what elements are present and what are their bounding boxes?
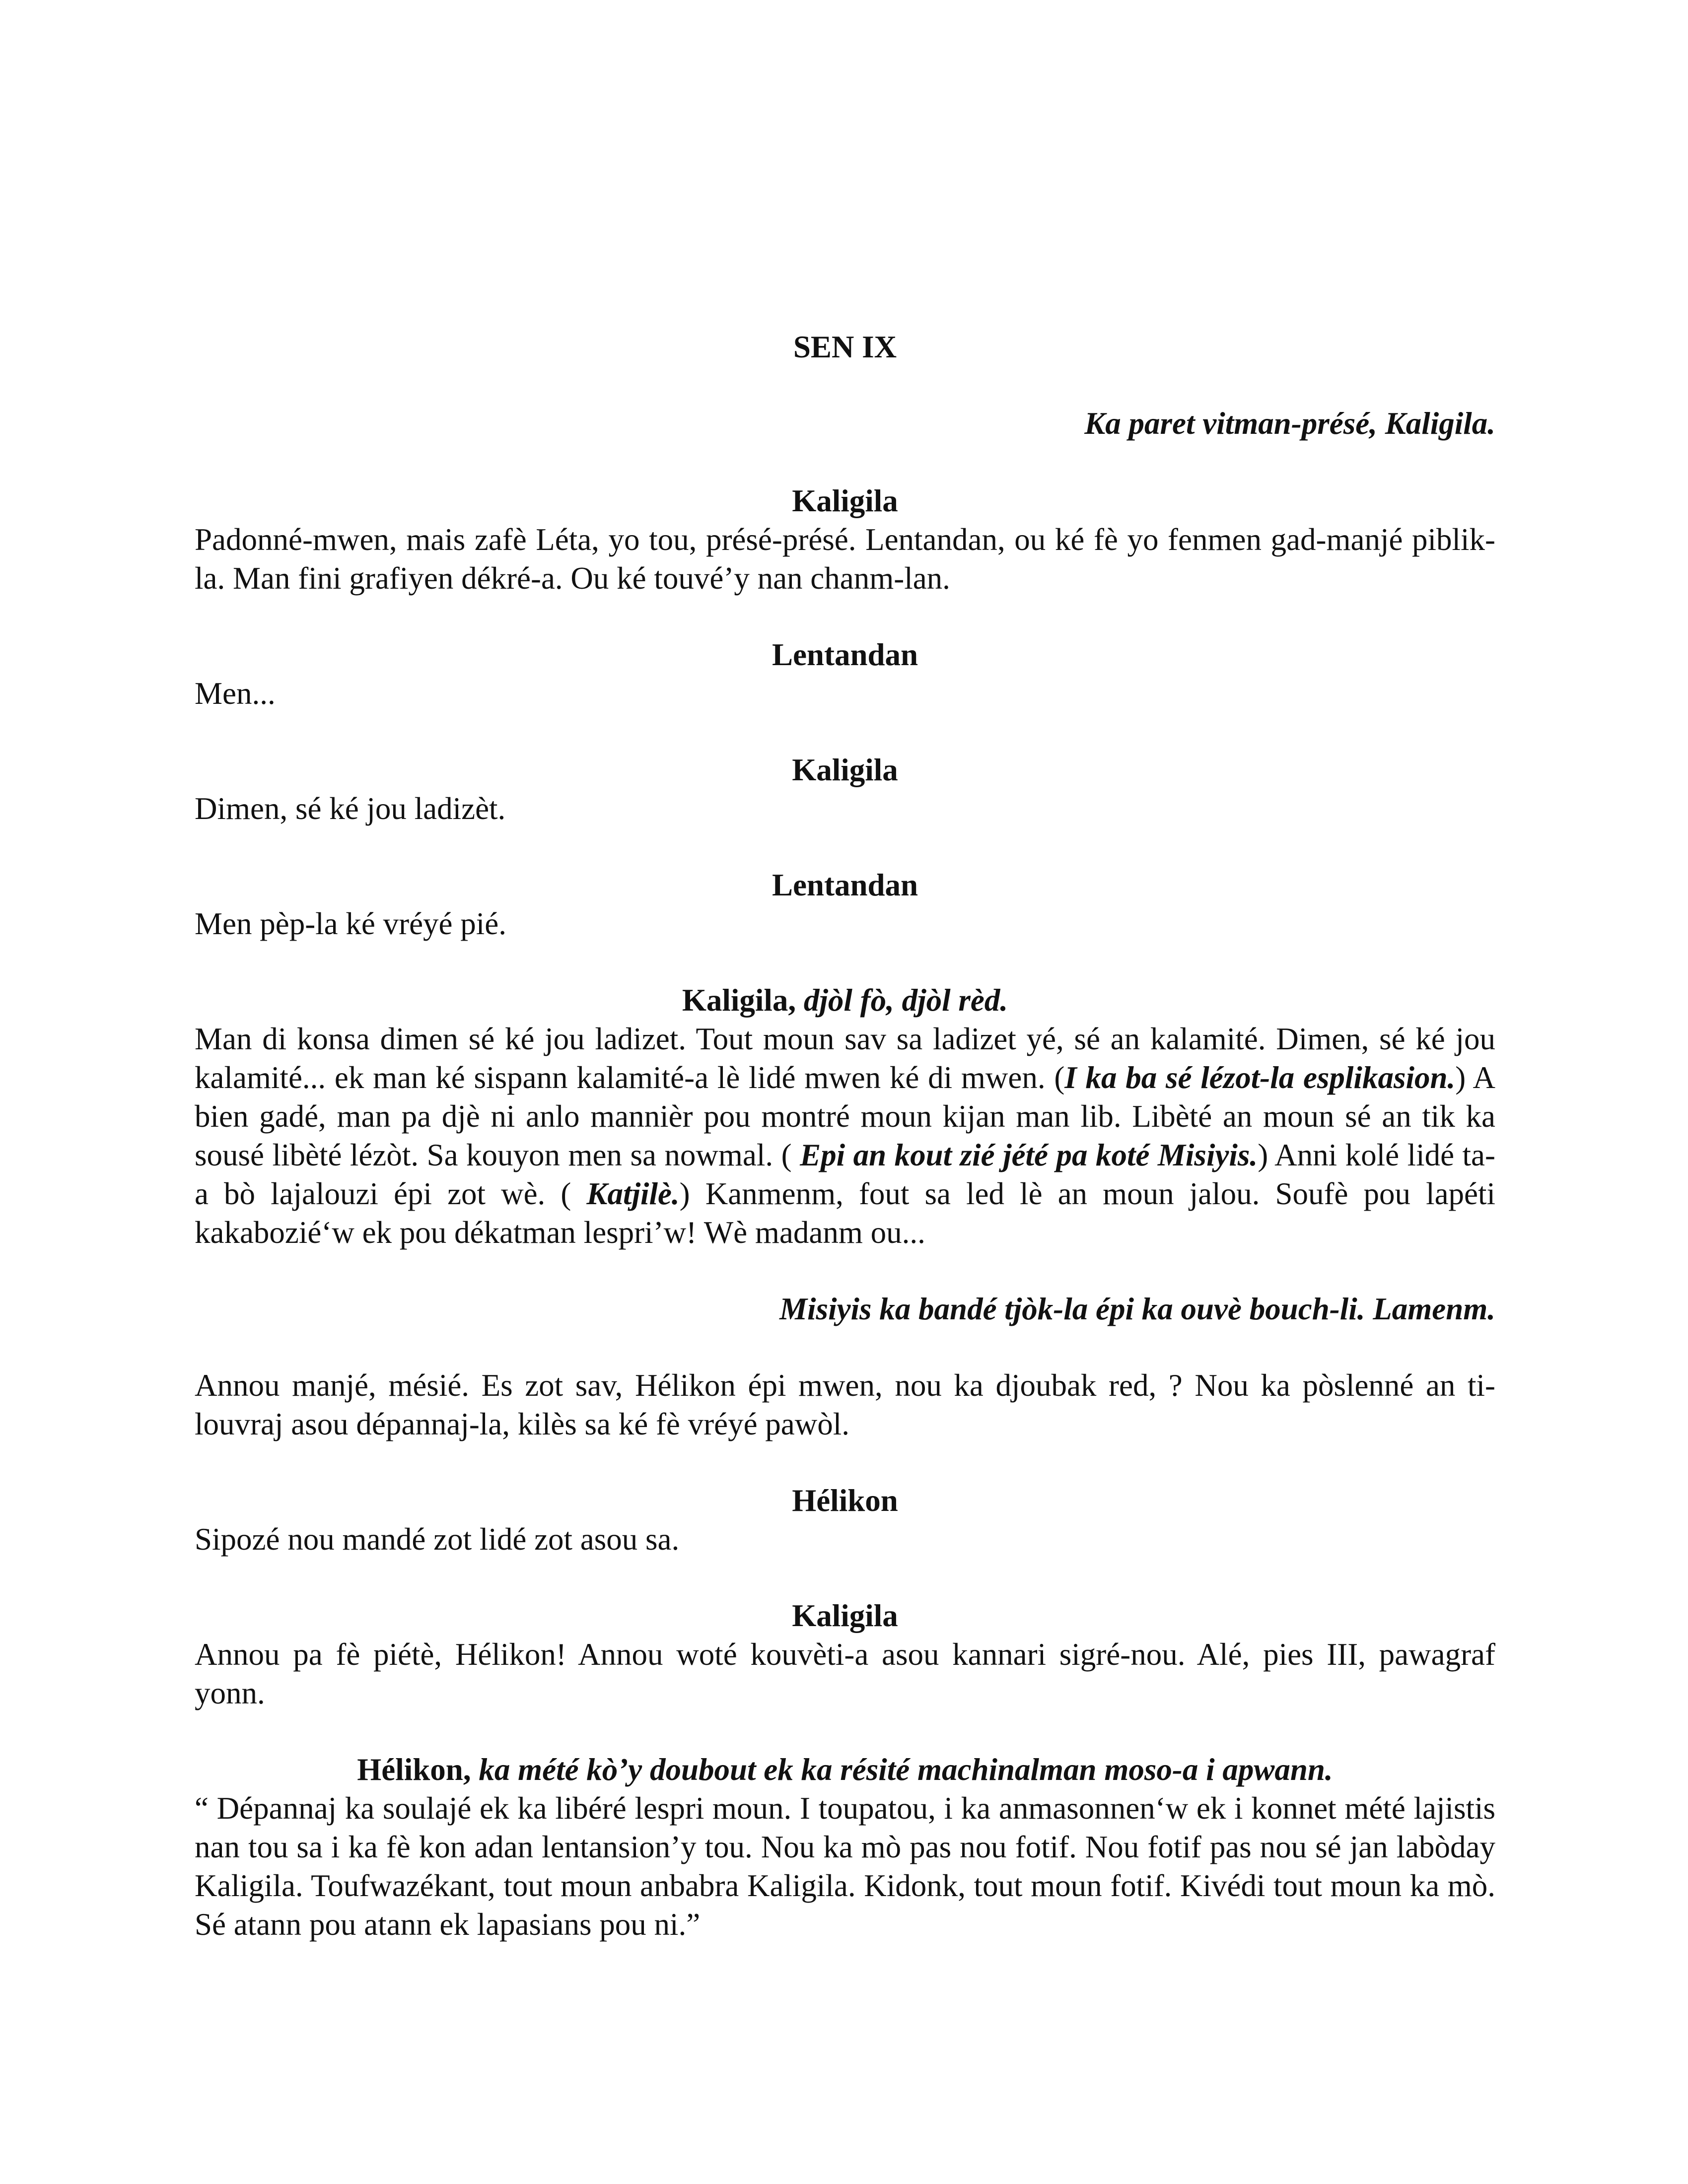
speaker-heading — [195, 1750, 1495, 1789]
dialogue-text: Sipozé nou mandé zot lidé zot asou sa. — [195, 1522, 680, 1557]
speaker-direction: djòl fò, djòl rèd. — [803, 983, 1008, 1018]
speaker-heading — [195, 981, 1495, 1020]
speaker-name: Kaligila — [792, 752, 898, 787]
dialogue-text: Padonné-mwen, mais zafè Léta, yo tou, présé-présé. Lentandan, ou ké fè yo fenmen gad-manjé piblik-la. Man fini grafiyen dékré-a. Ou ké touvé’y nan chanm-lan. — [195, 522, 1495, 596]
speaker-name: Kaligila — [792, 483, 898, 518]
inline-stage-direction: I ka ba sé lézot-la esplikasion. — [1064, 1060, 1456, 1095]
dialogue-segment: ) A bien gadé, man pa djè ni anlo mannièr pou montré moun kijan man lib. Libèté an moun sé an tik ka sousé libèté lézòt. Sa kouyon men sa nowmal. ( — [195, 1060, 1495, 1172]
inline-stage-direction: Katjilè. — [586, 1176, 680, 1211]
speaker-name: Hélikon, — [357, 1752, 471, 1787]
document-page — [195, 328, 1495, 1944]
speaker-name: Lentandan — [772, 637, 918, 672]
speaker-name: Hélikon — [792, 1483, 898, 1518]
dialogue-text: “ Dépannaj ka soulajé ek ka libéré lespri moun. I toupatou, i ka anmasonnen‘w ek i konnet mété lajistis nan tou sa i ka fè kon adan lentansion’y tou. Nou ka mò pas nou fotif. Nou fotif pas nou sé jan labòday Kaligila. Toufwazékant, tout moun anbabra Kaligila. Kidonk, tout moun fotif. Kivédi tout moun ka mò. Sé atann pou atann ek lapasians pou ni.” — [195, 1791, 1495, 1942]
dialogue-text: Annou pa fè piétè, Hélikon! Annou woté kouvèti-a asou kannari sigré-nou. Alé, pies III, pawagraf yonn. — [195, 1637, 1495, 1710]
speaker-direction: ka mété kò’y doubout ek ka résité machinalman moso-a i apwann. — [479, 1752, 1333, 1787]
stage-direction: Misiyis ka bandé tjòk-la épi ka ouvè bouch-li. Lamenm. — [779, 1292, 1495, 1326]
dialogue-segment: ) Kanmenm, fout sa led lè an moun jalou. Soufè pou lapéti kakabozié‘w ek pou dékatman lespri’w! Wè madanm ou... — [195, 1176, 1496, 1250]
scene-stage-direction: Ka paret vitman-présé, Kaligila. — [1084, 406, 1495, 441]
dialogue-segment: Man di konsa dimen sé ké jou ladizet. Tout moun sav sa ladizet yé, sé an kalamité. Dimen, sé ké jou kalamité... ek man ké sispann kalamité-a lè lidé mwen ké di mwen. ( — [195, 1022, 1495, 1095]
dialogue-text: Annou manjé, mésié. Es zot sav, Hélikon épi mwen, nou ka djoubak red, ? Nou ka pòslenné an ti-louvraj asou dépannaj-la, kilès sa ké fè vréyé pawòl. — [195, 1368, 1495, 1441]
dialogue-segment: ) Anni kolé lidé ta-a bò lajalouzi épi zot wè. ( — [195, 1138, 1495, 1211]
inline-stage-direction: Epi an kout zié jété pa koté Misiyis. — [800, 1138, 1258, 1172]
dialogue-text — [195, 1020, 1495, 1252]
dialogue-text: Dimen, sé ké jou ladizèt. — [195, 791, 506, 826]
dialogue-text: Men pèp-la ké vréyé pié. — [195, 906, 506, 941]
speaker-name: Kaligila — [792, 1598, 898, 1633]
speaker-name: Kaligila, — [682, 983, 796, 1018]
speaker-name: Lentandan — [772, 868, 918, 902]
scene-title: SEN IX — [793, 330, 897, 364]
dialogue-text: Men... — [195, 676, 276, 711]
